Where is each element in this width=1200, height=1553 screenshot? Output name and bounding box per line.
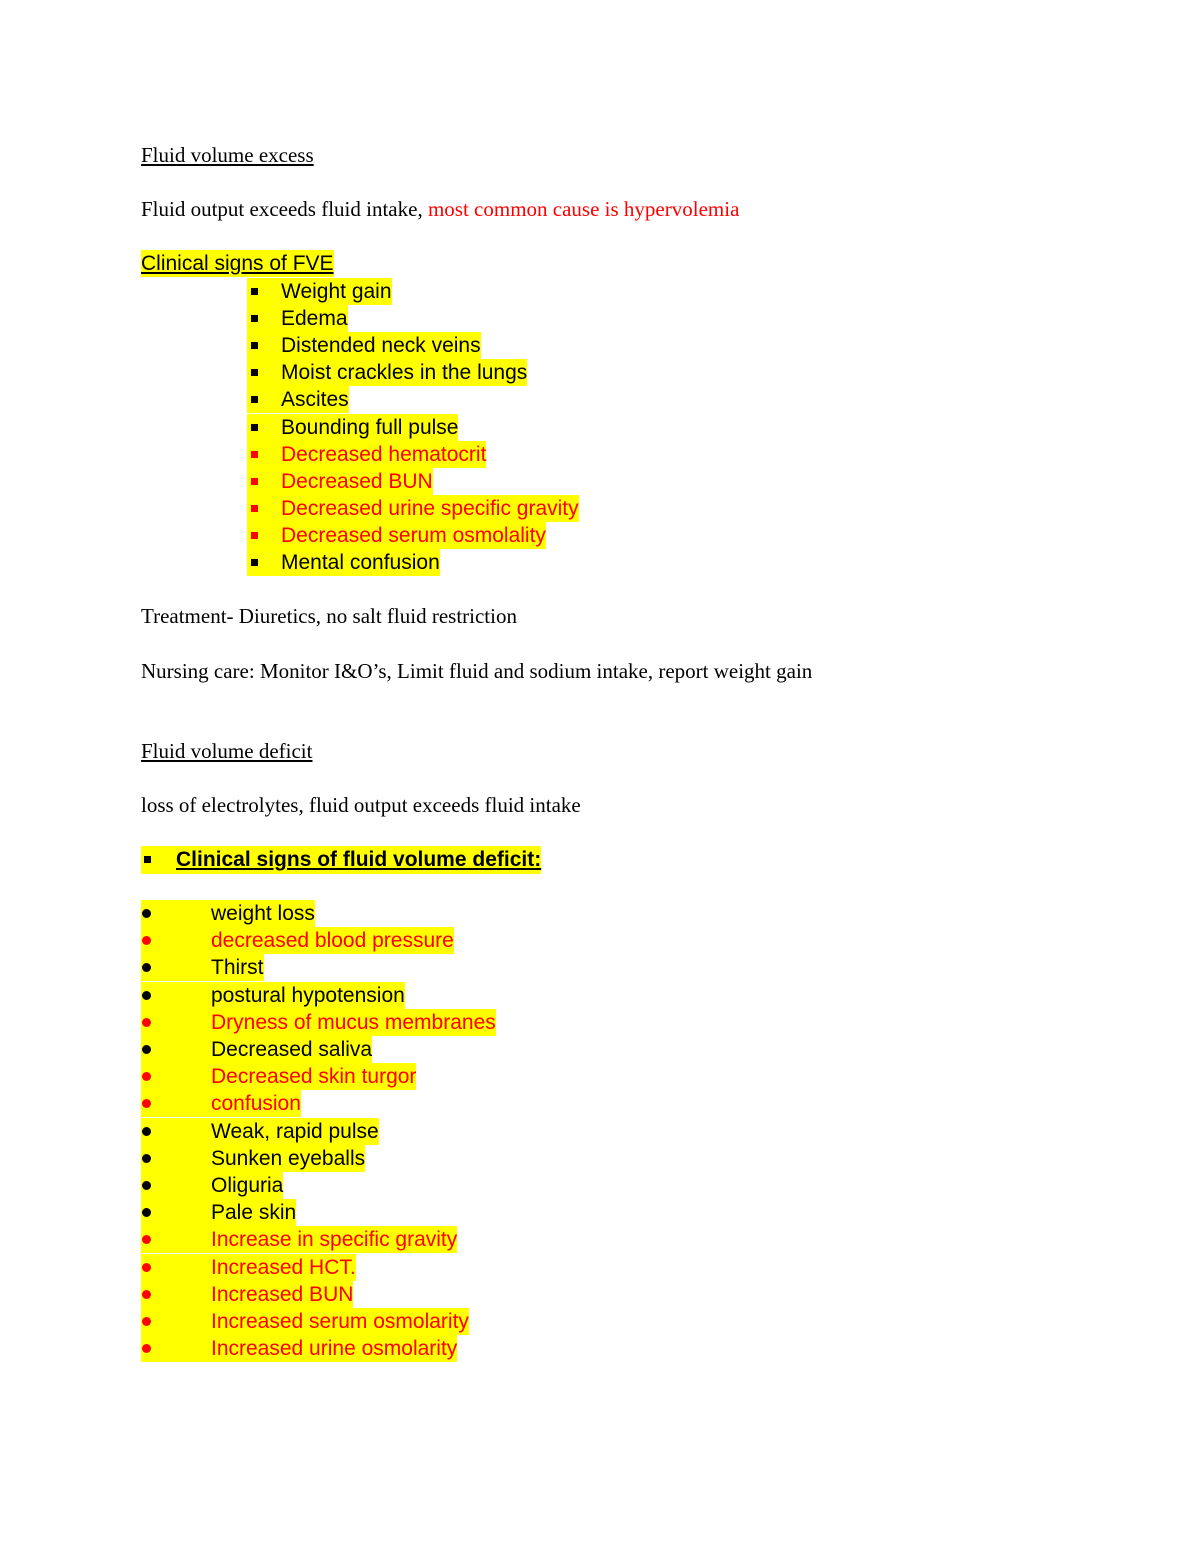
fve-signs-heading: Clinical signs of FVE [141, 252, 334, 275]
fvd-sign-text: decreased blood pressure [211, 929, 454, 953]
square-bullet-icon [247, 386, 281, 413]
square-bullet-icon [247, 359, 281, 386]
fve-nursing-care: Nursing care: Monitor I&O’s, Limit fluid and sodium intake, report weight gain [141, 659, 813, 683]
dot-bullet-icon [141, 1145, 211, 1172]
fve-sign-item [247, 332, 481, 359]
fvd-sign-item [141, 900, 315, 927]
fvd-sign-text: Increased serum osmolarity [211, 1310, 469, 1333]
square-bullet-icon [247, 522, 281, 549]
fve-sign-item [247, 386, 349, 413]
square-bullet-icon [247, 414, 281, 441]
dot-bullet-icon [141, 1335, 211, 1362]
dot-bullet-icon [141, 1226, 211, 1253]
square-bullet-icon [247, 278, 281, 305]
fvd-sign-text: Dryness of mucus membranes [211, 1010, 496, 1034]
fve-sign-item [247, 414, 458, 441]
dot-bullet-icon [141, 1281, 211, 1308]
fve-sign-text: Ascites [281, 388, 349, 412]
fve-sign-item [247, 441, 486, 468]
fvd-sign-text: Decreased saliva [211, 1038, 373, 1061]
fvd-sign-item [141, 982, 405, 1009]
fve-sign-text: Weight gain [281, 280, 392, 303]
fve-sign-text: Edema [281, 307, 348, 331]
fvd-signs-heading [141, 846, 541, 874]
fvd-sign-text: Pale skin [211, 1201, 297, 1225]
square-bullet-icon [247, 441, 281, 468]
dot-bullet-icon [141, 1172, 211, 1199]
dot-bullet-icon [141, 1090, 211, 1117]
fvd-sign-text: Oliguria [211, 1174, 284, 1197]
dot-bullet-icon [141, 1308, 211, 1335]
fvd-sign-text: Thirst [211, 956, 264, 980]
fvd-sign-text: Weak, rapid pulse [211, 1119, 379, 1143]
fvd-sign-item [141, 927, 454, 954]
fve-sign-item [247, 549, 440, 576]
fvd-sign-item [141, 1308, 469, 1335]
square-bullet-icon [247, 495, 281, 522]
fvd-sign-item [141, 954, 264, 981]
fve-sign-text: Distended neck veins [281, 334, 481, 358]
fve-sign-item [247, 522, 546, 549]
fvd-sign-text: weight loss [211, 902, 315, 925]
dot-bullet-icon [141, 1199, 211, 1226]
fvd-title: Fluid volume deficit [141, 739, 313, 763]
fvd-sign-item [141, 1226, 457, 1253]
fvd-sign-text: Increased urine osmolarity [211, 1337, 458, 1361]
fve-sign-text: Decreased hematocrit [281, 442, 487, 466]
square-bullet-icon [247, 305, 281, 332]
fve-sign-text: Decreased serum osmolality [281, 523, 546, 547]
fvd-signs-heading-text: Clinical signs of fluid volume deficit: [176, 846, 541, 874]
fve-sign-item [247, 495, 579, 522]
fvd-sign-item [141, 1199, 296, 1226]
square-bullet-icon [141, 846, 176, 874]
fve-sign-item [247, 468, 433, 495]
fve-sign-text: Mental confusion [281, 551, 440, 574]
dot-bullet-icon [141, 900, 211, 927]
fvd-sign-text: postural hypotension [211, 983, 405, 1007]
fve-sign-item [247, 359, 527, 386]
fve-sign-item [247, 278, 392, 305]
fvd-sign-item [141, 1063, 416, 1090]
fvd-sign-text: Increased HCT. [211, 1255, 356, 1279]
fve-sign-item [247, 305, 348, 332]
fvd-sign-item [141, 1254, 356, 1281]
fvd-sign-text: confusion [211, 1092, 301, 1116]
dot-bullet-icon [141, 927, 211, 954]
fvd-sign-text: Decreased skin turgor [211, 1065, 417, 1089]
square-bullet-icon [247, 468, 281, 495]
dot-bullet-icon [141, 954, 211, 981]
fve-title: Fluid volume excess [141, 143, 314, 167]
dot-bullet-icon [141, 1118, 211, 1145]
fvd-sign-item [141, 1335, 457, 1362]
fve-sign-text: Decreased urine specific gravity [281, 496, 579, 520]
fvd-sign-item [141, 1172, 283, 1199]
fve-sign-text: Moist crackles in the lungs [281, 361, 528, 385]
fvd-description: loss of electrolytes, fluid output exceeds fluid intake [141, 793, 581, 817]
fvd-sign-item [141, 1036, 372, 1063]
fvd-sign-item [141, 1281, 353, 1308]
square-bullet-icon [247, 549, 281, 576]
fve-sign-text: Decreased BUN [281, 469, 433, 493]
dot-bullet-icon [141, 982, 211, 1009]
fve-description-highlight: most common cause is hypervolemia [427, 197, 740, 221]
fve-description [141, 196, 739, 223]
fvd-sign-item [141, 1009, 496, 1036]
fve-sign-text: Bounding full pulse [281, 415, 459, 439]
dot-bullet-icon [141, 1254, 211, 1281]
dot-bullet-icon [141, 1063, 211, 1090]
fvd-sign-item [141, 1090, 301, 1117]
fvd-sign-text: Sunken eyeballs [211, 1146, 366, 1170]
fve-description-text: Fluid output exceeds fluid intake, [141, 197, 428, 221]
fvd-sign-item [141, 1118, 379, 1145]
fvd-sign-text: Increased BUN [211, 1282, 354, 1306]
fvd-sign-text: Increase in specific gravity [211, 1228, 458, 1252]
fvd-sign-item [141, 1145, 365, 1172]
square-bullet-icon [247, 332, 281, 359]
dot-bullet-icon [141, 1036, 211, 1063]
dot-bullet-icon [141, 1009, 211, 1036]
fve-treatment: Treatment- Diuretics, no salt fluid restriction [141, 604, 517, 628]
